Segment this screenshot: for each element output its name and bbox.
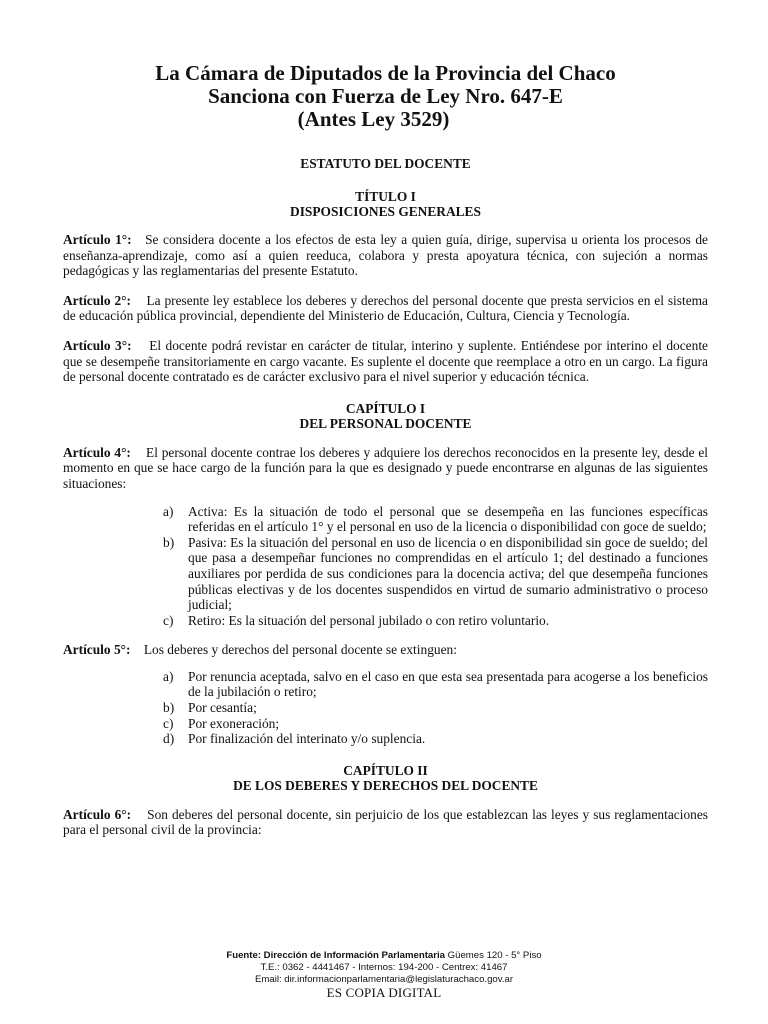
- list-marker: c): [163, 612, 174, 628]
- chapter-number: CAPÍTULO I: [345, 400, 426, 416]
- list-item-text: Por cesantía;: [188, 700, 257, 716]
- chapter-name: DE LOS DEBERES Y DERECHOS DEL DOCENTE: [233, 777, 538, 793]
- footer-address: Güemes 120 - 5° Piso: [447, 950, 542, 961]
- article-label: Artículo 2°:: [63, 292, 131, 308]
- article-text: El docente podrá revistar en carácter de titular, interino y suplente. Entiéndese por interino el docente que se desempeñe transitoriamente en cargo vacante. Es suplente el docente que reemplace a otro en un cargo. La figura de personal docente contratado es de carácter exclusivo para el nivel superior y educación técnica.: [63, 337, 708, 385]
- title-line-chamber: La Cámara de Diputados de la Provincia del Chaco: [155, 61, 616, 85]
- list-marker: a): [163, 503, 174, 519]
- list-marker: c): [163, 715, 174, 731]
- chapter-1-heading: [63, 401, 708, 431]
- article-text: La presente ley establece los deberes y derechos del personal docente que presta servicios en el sistema de educación pública provincial, dependiente del Ministerio de Educación, Cultura, Ciencia y Tecnología.: [63, 292, 708, 324]
- footer-source-line: [0, 950, 768, 962]
- title-line-former-law: (Antes Ley 3529): [297, 107, 450, 131]
- list-item-text: Por finalización del interinato y/o suplencia.: [188, 731, 426, 747]
- extinction-list: [63, 669, 708, 747]
- article-label: Artículo 6°:: [63, 806, 132, 822]
- document-page: [63, 62, 708, 838]
- footer-source-label: Fuente: Dirección de Información Parlamentaria: [226, 950, 445, 961]
- article-5: [63, 642, 708, 658]
- list-item: [163, 504, 708, 535]
- list-item: [163, 700, 708, 716]
- article-label: Artículo 5°:: [63, 642, 131, 658]
- list-item-text: Retiro: Es la situación del personal jubilado o con retiro voluntario.: [188, 612, 550, 628]
- list-marker: b): [163, 534, 175, 550]
- article-label: Artículo 3°:: [63, 337, 132, 353]
- list-item: [163, 716, 708, 732]
- title-number: TÍTULO I: [355, 189, 416, 204]
- page-footer: [0, 950, 768, 1000]
- footer-email: Email: dir.informacionparlamentaria@legislaturachaco.gov.ar: [254, 974, 514, 985]
- list-marker: d): [163, 731, 175, 747]
- list-marker: a): [163, 668, 174, 684]
- article-text: Son deberes del personal docente, sin perjuicio de los que establezcan las leyes y sus reglamentaciones para el personal civil de la provincia:: [63, 806, 709, 838]
- chapter-number: CAPÍTULO II: [343, 762, 428, 778]
- article-4: [63, 445, 708, 492]
- list-item-text: Activa: Es la situación de todo el personal que se desempeña en las funciones específicas referidas en el artículo 1° y el personal en uso de la licencia o disponibilidad con goce de sueldo;: [188, 503, 708, 535]
- list-item: [163, 669, 708, 700]
- article-text: El personal docente contrae los deberes y adquiere los derechos reconocidos en la presente ley, desde el momento en que se hace cargo de la función para la que es designado y puede encontrarse en algunas de las siguientes situaciones:: [63, 444, 708, 491]
- footer-phones: T.E.: 0362 - 4441467 - Internos: 194-200 - Centrex: 41467: [260, 962, 508, 973]
- article-1: [63, 232, 708, 279]
- list-item-text: Por exoneración;: [188, 715, 280, 731]
- article-3: [63, 338, 708, 385]
- list-item: [163, 535, 708, 613]
- law-title: [63, 62, 708, 131]
- article-6: [63, 807, 708, 838]
- article-text: Se considera docente a los efectos de esta ley a quien guía, dirige, supervisa u orienta los procesos de enseñanza-aprendizaje, como así a quien reeduca, colabora y presta apoyatura técnica, con sujeción a normas pedagógicas y las reglamentarias del presente Estatuto.: [63, 232, 708, 279]
- article-label: Artículo 1°:: [63, 232, 132, 247]
- list-item: [163, 731, 708, 747]
- situations-list: [63, 504, 708, 629]
- list-marker: b): [163, 700, 175, 716]
- chapter-2-heading: [63, 763, 708, 793]
- article-label: Artículo 4°:: [63, 444, 131, 460]
- list-item-text: Por renuncia aceptada, salvo en el caso en que esta sea presentada para acogerse a los beneficios de la jubilación o retiro;: [188, 668, 708, 700]
- article-2: [63, 293, 708, 324]
- digital-copy-notice: ES COPIA DIGITAL: [326, 985, 442, 1000]
- title-heading: [63, 189, 708, 219]
- list-item: [163, 613, 708, 629]
- article-text: Los deberes y derechos del personal docente se extinguen:: [143, 642, 457, 658]
- list-item-text: Pasiva: Es la situación del personal en uso de licencia o en disponibilidad sin goce de sueldo; del que pasa a desempeñar funciones no comprendidas en el artículo 1; del destinado a funciones auxiliares por perdida de sus condiciones para la docencia activa; del que desempeña funciones públicas electivas y de los docentes suspendidos en virtud de sumario administrativo o proceso judicial;: [188, 534, 708, 613]
- title-line-law-number: Sanciona con Fuerza de Ley Nro. 647-E: [208, 84, 563, 108]
- statute-heading: ESTATUTO DEL DOCENTE: [300, 156, 471, 171]
- chapter-name: DEL PERSONAL DOCENTE: [299, 415, 472, 431]
- title-name: DISPOSICIONES GENERALES: [290, 204, 481, 219]
